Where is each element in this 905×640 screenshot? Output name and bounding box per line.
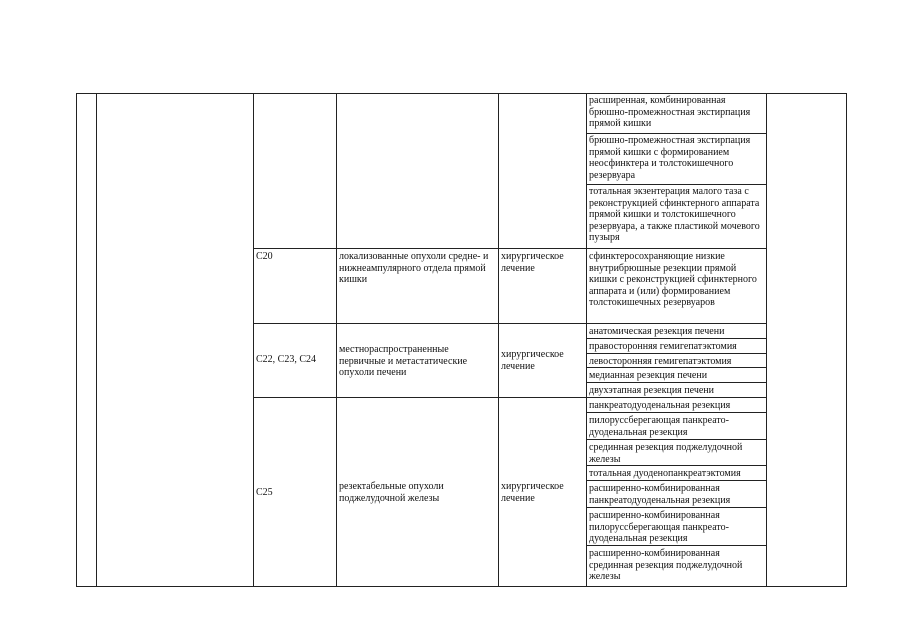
condition-cell: резектабельные опухоли поджелудочной железы: [339, 481, 444, 504]
column-divider: [586, 93, 587, 587]
treatment-cell: хирургическое лечение: [501, 481, 564, 504]
procedure-cell: расширенная, комбинированная брюшно-промежностная экстирпация прямой кишки: [589, 95, 751, 129]
procedure-cell: расширенно-комбинированная пилоруссберегающая панкреато-дуоденальная резекция: [589, 510, 729, 544]
procedure-cell: тотальная дуоденопанкреатэктомия: [589, 468, 741, 479]
procedure-cell: расширенно-комбинированная панкреатодуоденальная резекция: [589, 483, 731, 506]
table-border-bottom: [76, 586, 847, 587]
procedure-cell: анатомическая резекция печени: [589, 326, 725, 337]
procedure-cell: брюшно-промежностная экстирпация прямой кишки с формированием неосфинктера и толстокишечного резервуара: [589, 135, 751, 181]
procedure-cell: правосторонняя гемигепатэктомия: [589, 341, 737, 352]
table-border-top: [76, 93, 847, 94]
procedure-cell: панкреатодуоденальная резекция: [589, 400, 731, 411]
column-divider: [96, 93, 97, 587]
procedure-cell: пилоруссберегающая панкреато-дуоденальная резекция: [589, 415, 729, 438]
table-border-right: [846, 93, 847, 587]
sub-row-divider: [586, 545, 767, 546]
row-divider: [253, 248, 767, 249]
condition-cell: локализованные опухоли средне- и нижнеампулярного отдела прямой кишки: [339, 251, 489, 285]
sub-row-divider: [586, 465, 767, 466]
table-border-left: [76, 93, 77, 587]
procedure-cell: тотальная экзентерация малого таза с реконструкцией сфинктерного аппарата прямой кишки и толстокишечного резервуара, а также пластикой мочевого пузыря: [589, 186, 760, 243]
diagnosis-code: C22, C23, C24: [256, 354, 317, 365]
procedure-cell: срединная резекция поджелудочной железы: [589, 442, 743, 465]
row-divider: [253, 397, 767, 398]
procedure-cell: медианная резекция печени: [589, 370, 708, 381]
column-divider: [498, 93, 499, 587]
sub-row-divider: [586, 133, 767, 134]
sub-row-divider: [586, 382, 767, 383]
treatment-cell: хирургическое лечение: [501, 349, 564, 372]
sub-row-divider: [586, 338, 767, 339]
column-divider: [336, 93, 337, 587]
treatment-cell: хирургическое лечение: [501, 251, 564, 274]
sub-row-divider: [586, 184, 767, 185]
diagnosis-code: C25: [256, 487, 273, 498]
sub-row-divider: [586, 412, 767, 413]
condition-cell: местнораспространенные первичные и метастатические опухоли печени: [339, 344, 468, 378]
procedure-cell: расширенно-комбинированная срединная резекция поджелудочной железы: [589, 548, 743, 582]
column-divider: [253, 93, 254, 587]
diagnosis-code: C20: [256, 251, 273, 262]
sub-row-divider: [586, 439, 767, 440]
procedure-cell: сфинктеросохраняющие низкие внутрибрюшные резекции прямой кишки с реконструкцией сфинктерного аппарата и (или) формированием толстокишечных резервуаров: [589, 251, 757, 308]
procedure-cell: левосторонняя гемигепатэктомия: [589, 356, 732, 367]
sub-row-divider: [586, 480, 767, 481]
sub-row-divider: [586, 353, 767, 354]
sub-row-divider: [586, 507, 767, 508]
procedure-cell: двухэтапная резекция печени: [589, 385, 714, 396]
row-divider: [253, 323, 767, 324]
column-divider: [766, 93, 767, 587]
